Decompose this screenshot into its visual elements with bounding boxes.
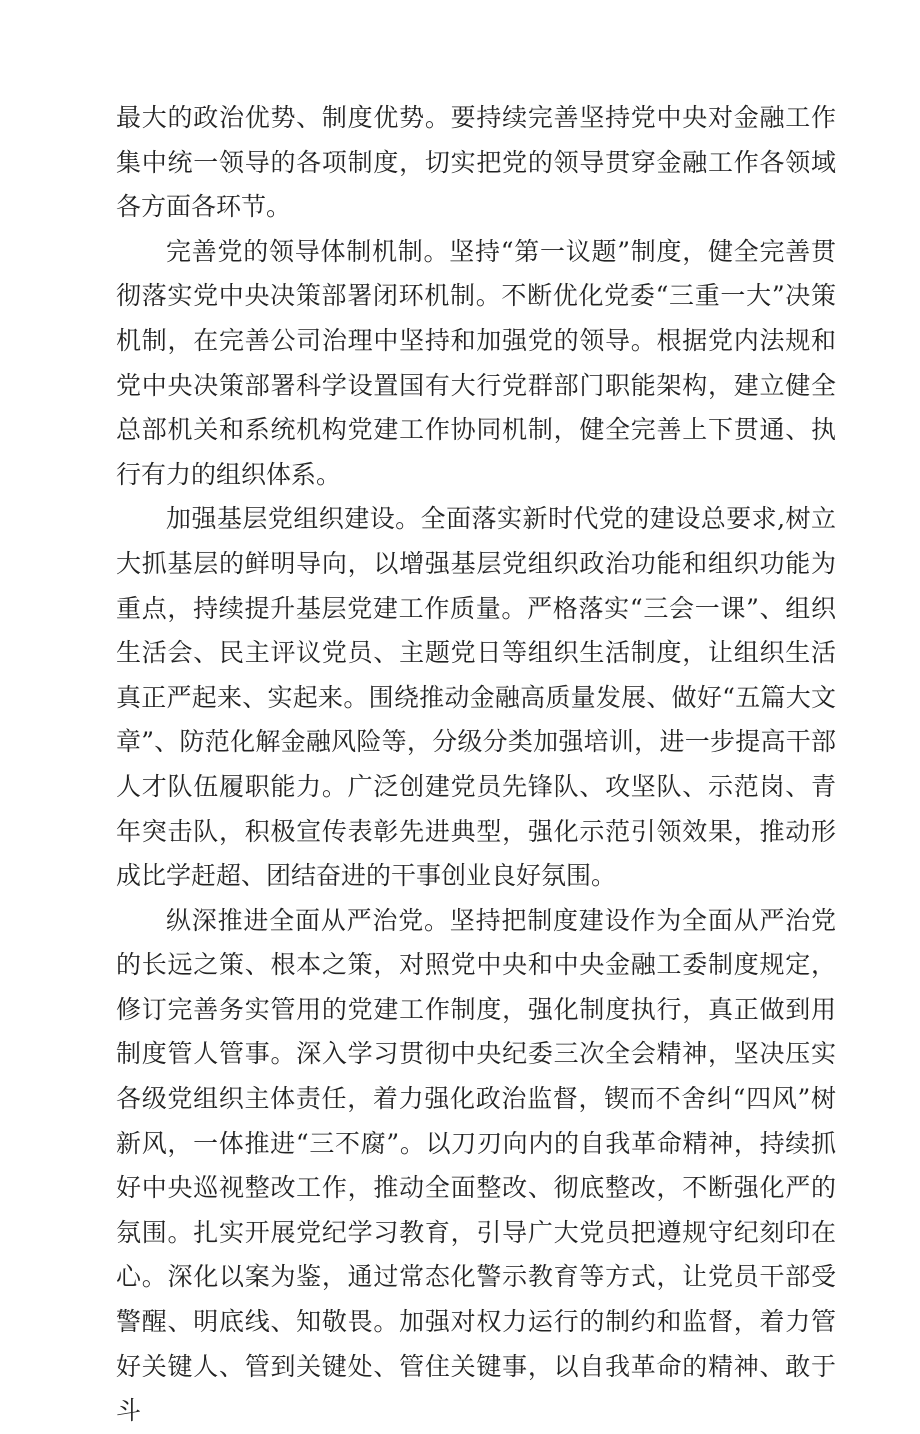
paragraph-strict-governance: 纵深推进全面从严治党。坚持把制度建设作为全面从严治党的长远之策、根本之策，对照党中央和中央金融工委制度规定，修订完善务实管用的党建工作制度，强化制度执行，真正做到用制度管人管事。深入学习贯彻中央纪委三次全会精神，坚决压实各级党组织主体责任，着力强化政治监督，锲而不舍纠“四风”树新风，一体推进“三不腐”。以刀刃向内的自我革命精神，持续抓好中央巡视整改工作，推动全面整改、彻底整改，不断强化严的氛围。扎实开展党纪学习教育，引导广大党员把遵规守纪刻印在心。深化以案为鉴，通过常态化警示教育等方式，让党员干部受警醒、明底线、知敬畏。加强对权力运行的制约和监督，着力管好关键人、管到关键处、管住关键事，以自我革命的精神、敢于斗 bbox=[116, 905, 836, 1426]
paragraph-leadership-mechanism: 完善党的领导体制机制。坚持“第一议题”制度，健全完善贯彻落实党中央决策部署闭环机制。不断优化党委“三重一大”决策机制，在完善公司治理中坚持和加强党的领导。根据党内法规和党中央决策部署科学设置国有大行党群部门职能架构，建立健全总部机关和系统机构党建工作协同机制，健全完善上下贯通、执行有力的组织体系。 bbox=[116, 236, 836, 489]
paragraph-grassroots-organization: 加强基层党组织建设。全面落实新时代党的建设总要求,树立大抓基层的鲜明导向，以增强基层党组织政治功能和组织功能为重点，持续提升基层党建工作质量。严格落实“三会一课”、组织生活会、民主评议党员、主题党日等组织生活制度，让组织生活真正严起来、实起来。围绕推动金融高质量发展、做好“五篇大文章”、防范化解金融风险等，分级分类加强培训，进一步提高干部人才队伍履职能力。广泛创建党员先锋队、攻坚队、示范岗、青年突击队，积极宣传表彰先进典型，强化示范引领效果，推动形成比学赶超、团结奋进的干事创业良好氛围。 bbox=[116, 504, 836, 891]
paragraph-intro-continuation: 最大的政治优势、制度优势。要持续完善坚持党中央对金融工作集中统一领导的各项制度，切实把党的领导贯穿金融工作各领域各方面各环节。 bbox=[116, 103, 836, 222]
document-body bbox=[116, 96, 836, 1434]
